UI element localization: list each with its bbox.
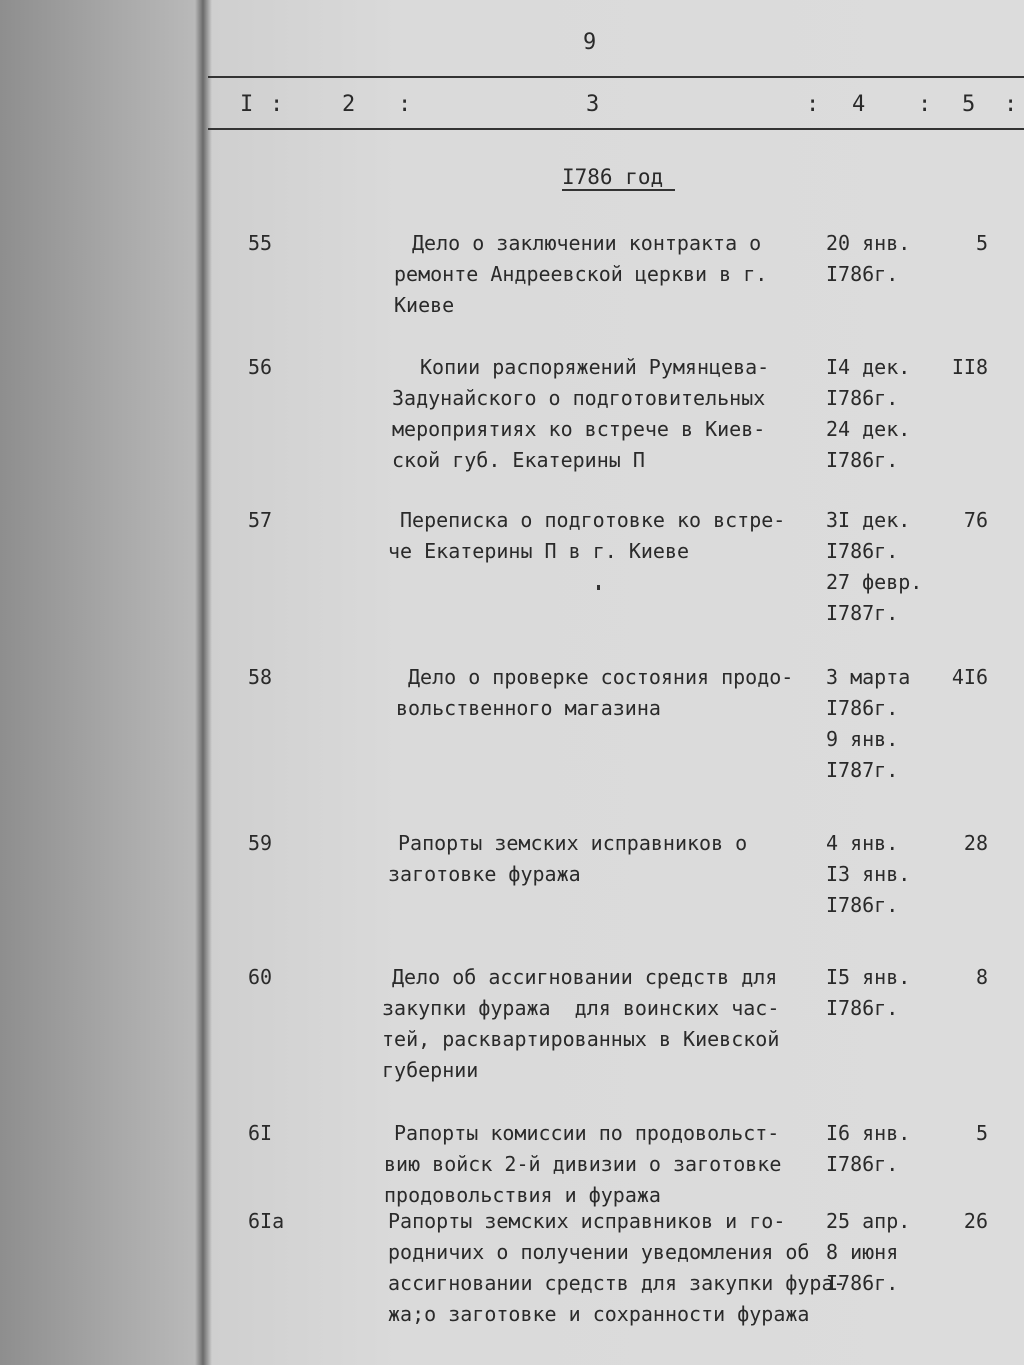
column-separators: : xyxy=(918,92,932,117)
entry-dates xyxy=(826,962,910,1024)
description-line: тей, расквартированных в Киевской xyxy=(382,1027,780,1051)
entry-number: 59 xyxy=(248,831,273,855)
column-separators: : xyxy=(270,92,284,117)
date-line: 9 янв. xyxy=(826,727,899,751)
page-number: 9 xyxy=(583,30,597,55)
entry-dates xyxy=(826,228,910,290)
header-bottom-rule xyxy=(208,128,1024,130)
entry-dates xyxy=(826,828,910,921)
description-line: че Екатерины П в г. Киеве xyxy=(388,539,690,563)
description-line: Дело об ассигновании средств для xyxy=(392,965,778,989)
column-header-4: 4 xyxy=(852,92,866,117)
date-line: I786г. xyxy=(826,262,899,286)
entry-description xyxy=(394,228,767,321)
entry-number: 58 xyxy=(248,665,273,689)
column-header-2: 2 xyxy=(342,92,356,117)
entry-number: 6I xyxy=(248,1121,273,1145)
entry-number: 60 xyxy=(248,965,273,989)
description-line: заготовке фуража xyxy=(388,862,581,886)
entry-sheet-count: 4I6 xyxy=(951,665,988,689)
description-line: Копии распоряжений Румянцева- xyxy=(420,355,770,379)
date-line: 3I дек. xyxy=(826,508,911,532)
entry-sheet-count: 26 xyxy=(963,1209,988,1233)
entry-dates xyxy=(826,1118,910,1180)
entry-sheet-count: 5 xyxy=(975,1121,988,1145)
entry-description xyxy=(396,662,793,724)
description-line: Дело о проверке состояния продо- xyxy=(408,665,794,689)
column-separators: : xyxy=(398,92,412,117)
entry-sheet-count: 76 xyxy=(963,508,988,532)
ink-dot xyxy=(597,585,600,590)
entry-description xyxy=(384,1118,781,1211)
date-line: I786г. xyxy=(826,1271,899,1295)
date-line: I6 янв. xyxy=(826,1121,911,1145)
entry-dates xyxy=(826,505,922,629)
column-separators: : xyxy=(806,92,820,117)
date-line: I3 янв. xyxy=(826,862,911,886)
entry-number: 55 xyxy=(248,231,273,255)
entry-dates xyxy=(826,352,910,476)
date-line: 27 февр. xyxy=(826,570,923,594)
column-header-1: I xyxy=(240,92,254,117)
description-line: Рапорты земских исправников и го- xyxy=(388,1209,786,1233)
entry-sheet-count: 8 xyxy=(975,965,988,989)
date-line: I5 янв. xyxy=(826,965,911,989)
entry-dates xyxy=(826,662,910,786)
date-line: I786г. xyxy=(826,448,899,472)
description-line: ремонте Андреевской церкви в г. xyxy=(394,262,768,286)
description-line: Задунайского о подготовительных xyxy=(392,386,766,410)
description-line: вольственного магазина xyxy=(396,696,661,720)
entry-dates xyxy=(826,1206,910,1299)
entry-number: 6Iа xyxy=(248,1209,285,1233)
date-line: I786г. xyxy=(826,1152,899,1176)
date-line: 20 янв. xyxy=(826,231,911,255)
entry-description xyxy=(392,352,769,476)
description-line: Рапорты земских исправников о xyxy=(398,831,748,855)
date-line: I4 дек. xyxy=(826,355,911,379)
entry-number: 56 xyxy=(248,355,273,379)
entry-description xyxy=(388,1206,846,1330)
description-line: Киеве xyxy=(394,293,455,317)
year-heading: I786 год xyxy=(562,165,675,191)
description-line: ассигновании средств для закупки фура- xyxy=(388,1271,846,1295)
entry-description xyxy=(382,962,779,1086)
date-line: I786г. xyxy=(826,996,899,1020)
description-line: жа;о заготовке и сохранности фуража xyxy=(388,1302,810,1326)
description-line: закупки фуража для воинских час- xyxy=(382,996,780,1020)
description-line: Переписка о подготовке ко встре- xyxy=(400,508,786,532)
entry-sheet-count: 5 xyxy=(975,231,988,255)
description-line: продовольствия и фуража xyxy=(384,1183,661,1207)
entry-sheet-count: 28 xyxy=(963,831,988,855)
date-line: 4 янв. xyxy=(826,831,899,855)
date-line: I786г. xyxy=(826,386,899,410)
date-line: I786г. xyxy=(826,539,899,563)
header-top-rule xyxy=(208,76,1024,78)
entry-description xyxy=(388,828,747,890)
description-line: ской губ. Екатерины П xyxy=(392,448,645,472)
description-line: мероприятиях ко встрече в Киев- xyxy=(392,417,766,441)
description-line: Дело о заключении контракта о xyxy=(412,231,762,255)
description-line: родничих о получении уведомления об xyxy=(388,1240,810,1264)
entry-number: 57 xyxy=(248,508,273,532)
description-line: губернии xyxy=(382,1058,479,1082)
date-line: I786г. xyxy=(826,696,899,720)
date-line: 24 дек. xyxy=(826,417,911,441)
date-line: I787г. xyxy=(826,601,899,625)
date-line: I787г. xyxy=(826,758,899,782)
column-header-3: 3 xyxy=(586,92,600,117)
column-header-5: 5 xyxy=(962,92,976,117)
description-line: вию войск 2-й дивизии о заготовке xyxy=(384,1152,782,1176)
column-separators: : xyxy=(1004,92,1018,117)
entry-sheet-count: II8 xyxy=(951,355,988,379)
entry-description xyxy=(388,505,785,567)
date-line: I786г. xyxy=(826,893,899,917)
description-line: Рапорты комиссии по продовольст- xyxy=(394,1121,780,1145)
date-line: 8 июня xyxy=(826,1240,899,1264)
date-line: 3 марта xyxy=(826,665,911,689)
date-line: 25 апр. xyxy=(826,1209,911,1233)
